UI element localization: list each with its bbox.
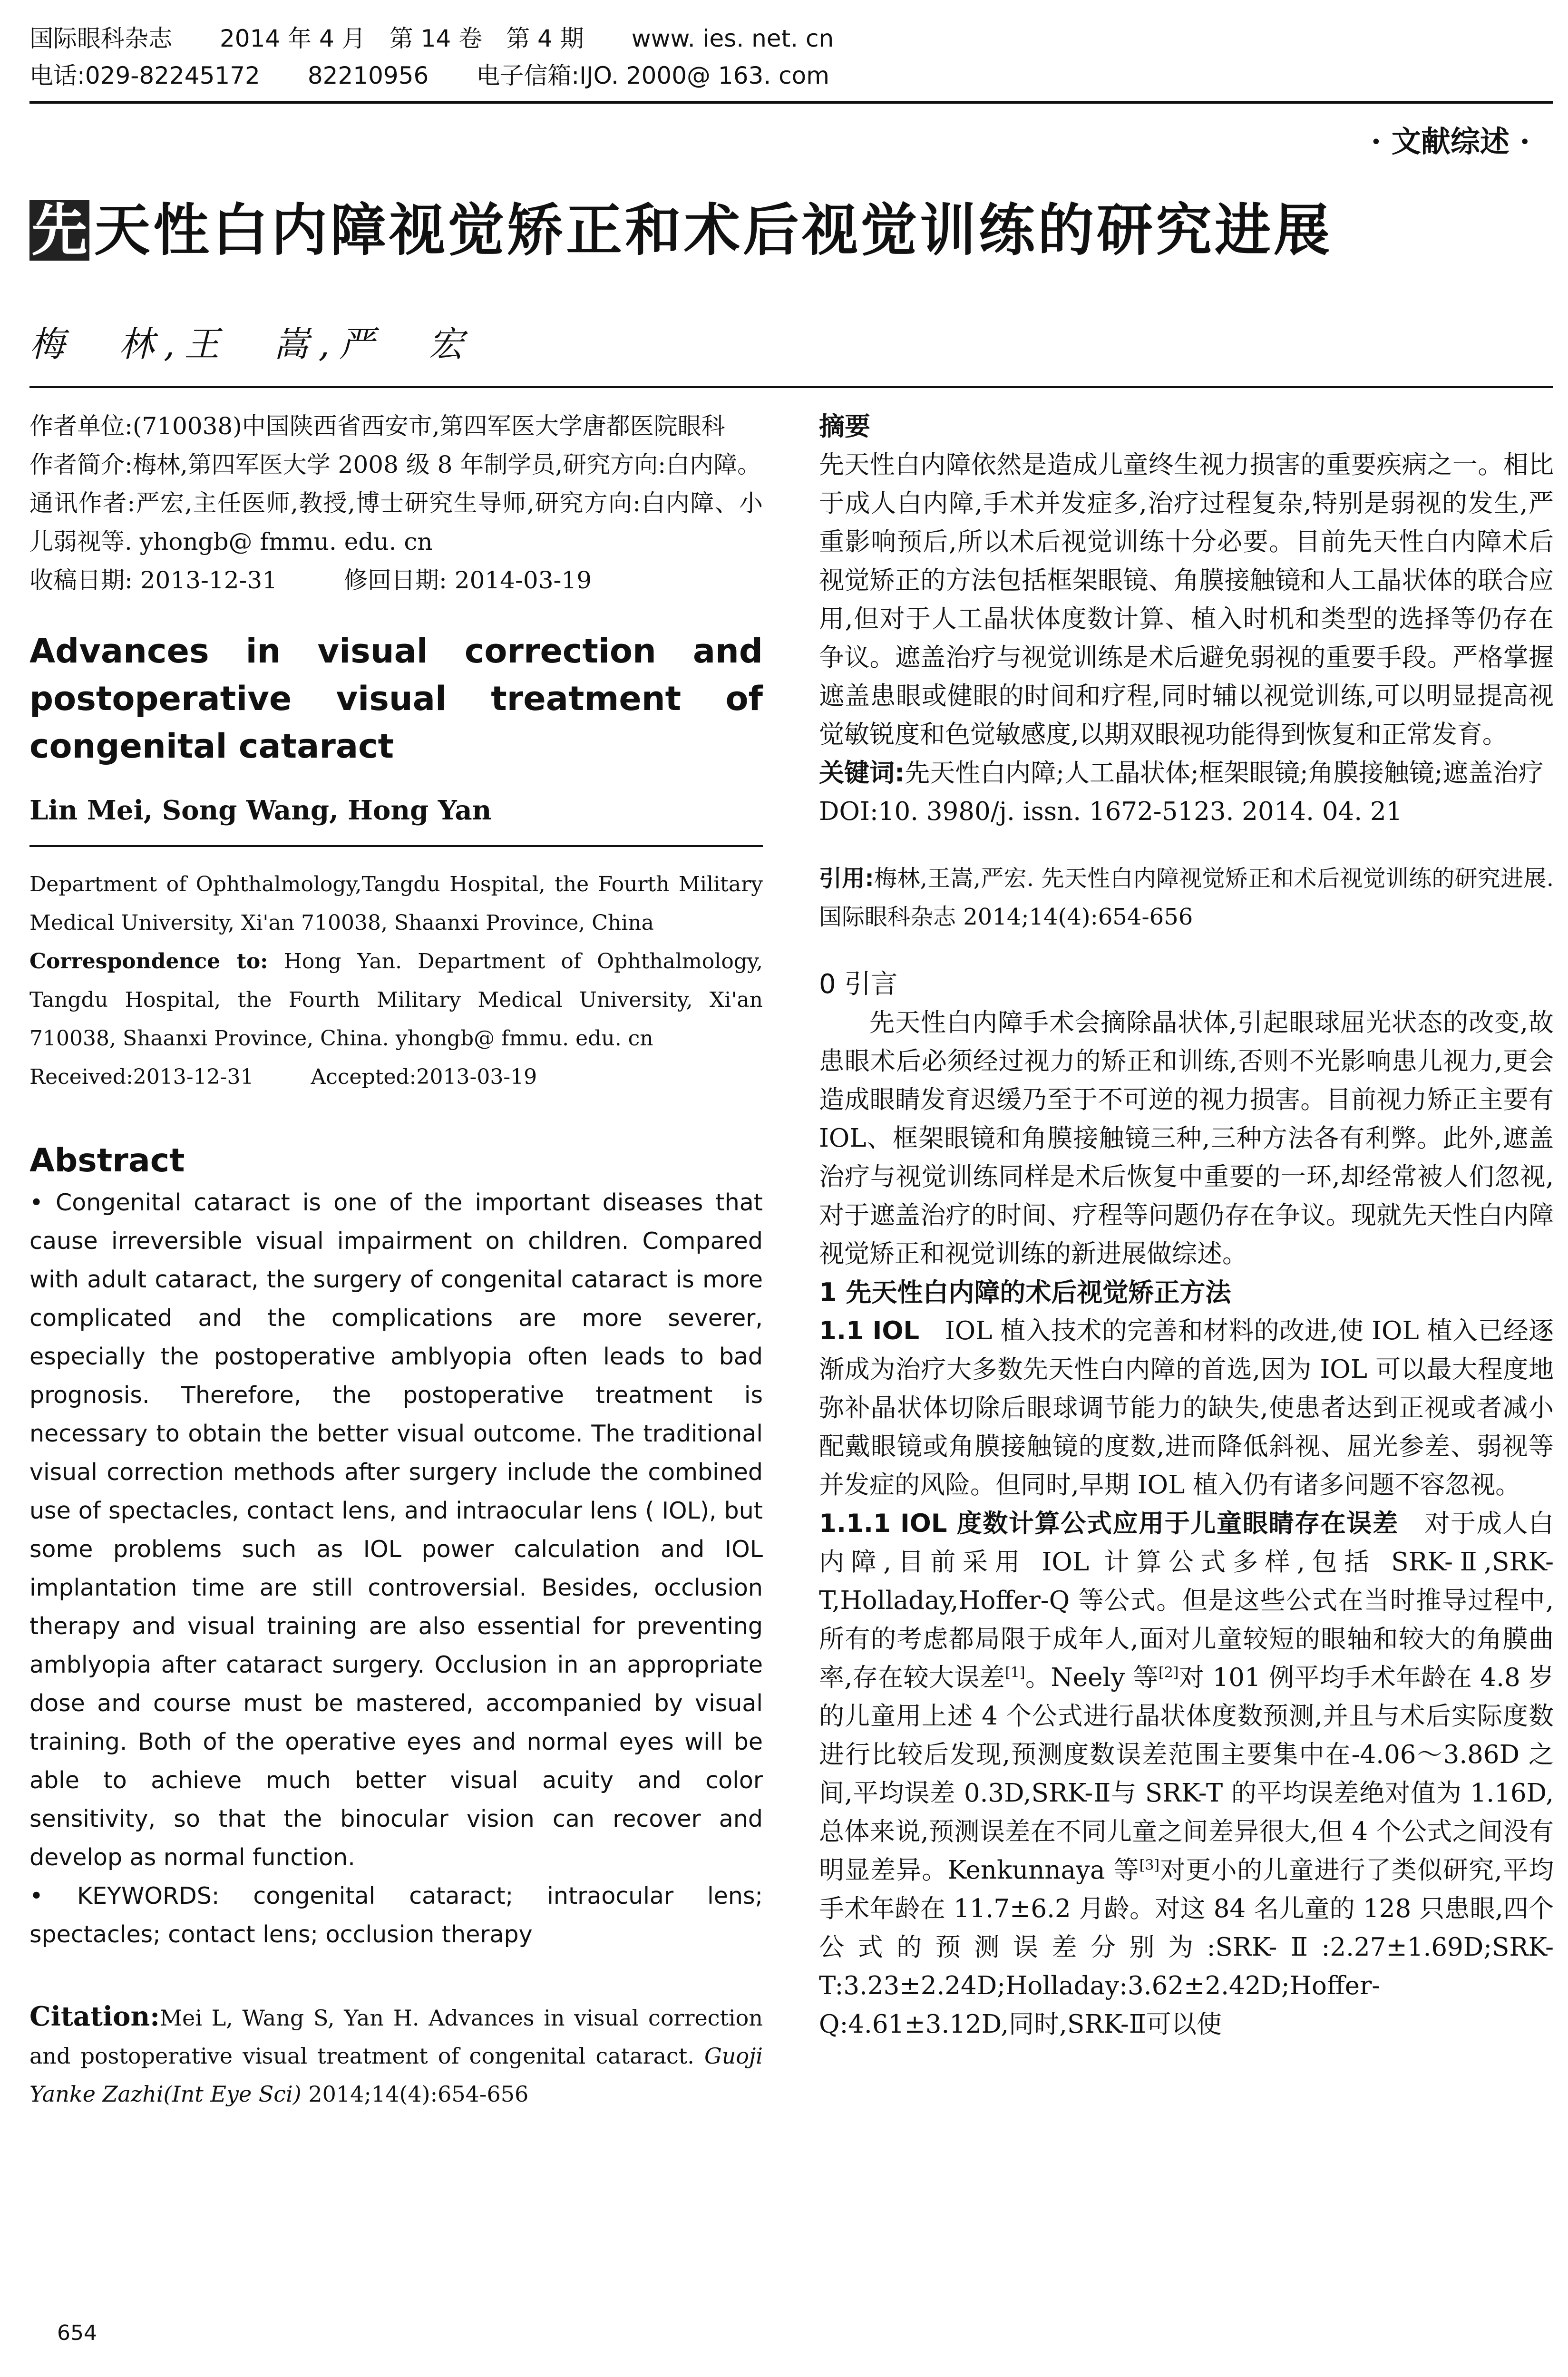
journal-website[interactable]: www. ies. net. cn: [631, 25, 834, 52]
section-1-1-1-text-d: 对更小的儿童进行了类似研究,平均手术年龄在 11.7±6.2 月龄。对这 84 名儿童的 128 只患眼,四个公式的预测误差分别为:SRK-Ⅱ:2.27±1.69D;SRK-T:3.23±2.24D;Holladay:3.62±2.42D;Hoffer-Q:4.61±3.12D,同时,SRK-Ⅱ可以使: [819, 1856, 1554, 2039]
citation-cn-text: 梅林,王嵩,严宏. 先天性白内障视觉矫正和术后视觉训练的研究进展. 国际眼科杂志 2014;14(4):654-656: [819, 865, 1554, 930]
keywords-cn: [819, 754, 1554, 792]
page-number: 654: [57, 2321, 97, 2345]
journal-phone-2: 82210956: [307, 62, 429, 89]
left-column: [29, 407, 763, 2113]
english-authors: Lin Mei, Song Wang, Hong Yan: [29, 795, 492, 826]
dates-cn: [29, 561, 763, 600]
section-1-1-1-label: 1.1.1 IOL 度数计算公式应用于儿童眼睛存在误差: [819, 1509, 1399, 1538]
section-1-1-text: IOL 植入技术的完善和材料的改进,使 IOL 植入已经逐渐成为治疗大多数先天性白内障的首选,因为 IOL 可以最大程度地弥补晶状体切除后眼球调节能力的缺失,使患者达到正视或者减小配戴眼镜或角膜接触镜的度数,进而降低斜视、屈光参差、弱视等并发症的风险。但同时,早期 IOL 植入仍有诸多问题不容忽视。: [819, 1316, 1554, 1500]
correspondence-text: Hong Yan. Department of Ophthalmology, Tangdu Hospital, the Fourth Military Medical University, Xi'an 710038, Shaanxi Province, China. yhongb@ fmmu. edu. cn: [29, 949, 763, 1051]
journal-name: 国际眼科杂志: [29, 25, 172, 52]
abstract-text: • Congenital cataract is one of the important diseases that cause irreversible visual impairment on children. Compared with adult cataract, the surgery of congenital cataract is more complicated and the complications are more severer, especially the postoperative amblyopia often leads to bad prognosis. Therefore, the postoperative treatment is necessary to obtain the better visual outcome. The traditional visual correction methods after surgery include the combined use of spectacles, contact lens, and intraocular lens ( IOL), but some problems such as IOL power calculation and IOL implantation time are still controversial. Besides, occlusion therapy and visual training are also essential for preventing amblyopia after cataract surgery. Occlusion in an appropriate dose and course must be mastered, accompanied by visual training. Both of the operative eyes and normal eyes will be able to achieve much better visual acuity and color sensitivity, so that the binocular vision can recover and develop as normal function.: [29, 1189, 763, 1871]
header-divider: [29, 101, 1553, 104]
section-label: · 文献综述 ·: [1371, 124, 1530, 159]
section-1-1-1-text-b: 。Neely 等: [1025, 1663, 1159, 1692]
citation-tail: 2014;14(4):654-656: [308, 2081, 529, 2107]
section-1-1-paragraph: [819, 1312, 1554, 1504]
citation-cn: [819, 859, 1554, 936]
abstract-cn-body: 先天性白内障依然是造成儿童终生视力损害的重要疾病之一。相比于成人白内障,手术并发症多,治疗过程复杂,特别是弱视的发生,严重影响预后,所以术后视觉训练十分必要。目前先天性白内障术后视觉矫正的方法包括框架眼镜、角膜接触镜和人工晶状体的联合应用,但对于人工晶状体度数计算、植入时机和类型的选择等仍存在争议。遮盖治疗与视觉训练是术后避免弱视的重要手段。严格掌握遮盖患眼或健眼的时间和疗程,同时辅以视觉训练,可以明显提高视觉敏锐度和色觉敏感度,以期双眼视功能得到恢复和正常发育。: [819, 450, 1554, 749]
citation-text: Mei L, Wang S, Yan H. Advances in visual correction and postoperative visual treatment of congenital cataract.: [29, 2005, 763, 2069]
english-keywords: • KEYWORDS: congenital cataract; intraocular lens; spectacles; contact lens; occlusion therapy: [29, 1882, 763, 1948]
citation-label: Citation:: [29, 2001, 160, 2032]
section-1-1-1-text-c: 对 101 例平均手术年龄在 4.8 岁的儿童用上述 4 个公式进行晶状体度数预测,并且与术后实际度数进行比较后发现,预测度数误差范围主要集中在-4.06～3.86D 之间,平均误差 0.3D,SRK-Ⅱ与 SRK-T 的平均误差绝对值为 1.16D,总体来说,预测误差在不同儿童之间差异很大,但 4 个公式之间没有明显差异。Kenkunnaya 等: [819, 1663, 1554, 1885]
intro-paragraph: 先天性白内障手术会摘除晶状体,引起眼球屈光状态的改变,故患眼术后必须经过视力的矫正和训练,否则不光影响患儿视力,更会造成眼睛发育迟缓乃至于不可逆的视力损害。目前视力矫正主要有 IOL、框架眼镜和角膜接触镜三种,三种方法各有利弊。此外,遮盖治疗与视觉训练同样是术后恢复中重要的一环,却经常被人们忽视,对于遮盖治疗的时间、疗程等问题仍存在争议。现就先天性白内障视觉矫正和视觉训练的新进展做综述。: [819, 1008, 1554, 1268]
ref-3[interactable]: [3]: [1139, 1857, 1160, 1874]
received-date-en: Received:2013-12-31: [29, 1065, 254, 1089]
corresponding-author: 通讯作者:严宏,主任医师,教授,博士研究生导师,研究方向:白内障、小儿弱视等. yhongb@ fmmu. edu. cn: [29, 489, 763, 555]
keywords-cn-label: 关键词:: [819, 759, 905, 788]
authors-cn: 梅 林,王 嵩,严 宏: [29, 324, 474, 365]
citation-cn-label: 引用:: [819, 865, 874, 892]
section-1-1-1-paragraph: [819, 1504, 1554, 2044]
keywords-cn-text: 先天性白内障;人工晶状体;框架眼镜;角膜接触镜;遮盖治疗: [905, 759, 1544, 788]
intro-heading: 0 引言: [819, 969, 898, 1000]
accepted-date-en: Accepted:2013-03-19: [311, 1065, 537, 1089]
english-correspondence: [29, 942, 763, 1058]
author-bio: 作者简介:梅林,第四军医大学 2008 级 8 年制学员,研究方向:白内障。: [29, 451, 761, 478]
title-first-char: 先: [29, 200, 89, 261]
correspondence-label: Correspondence to:: [29, 949, 268, 974]
ref-1[interactable]: [1]: [1005, 1664, 1025, 1681]
received-date-cn: 收稿日期: 2013-12-31: [29, 566, 278, 594]
section-1-1-label: 1.1 IOL: [819, 1316, 920, 1345]
abstract-heading: Abstract: [29, 1142, 185, 1179]
citation-journal: Guoji Yanke Zazhi(Int Eye Sci): [29, 2043, 763, 2107]
english-abstract: [29, 1183, 763, 1954]
section-1-1-1-text-a: 对于成人白内障,目前采用 IOL 计算公式多样,包括 SRK-Ⅱ,SRK-T,Holladay,Hoffer-Q 等公式。但是这些公式在当时推导过程中,所有的考虑都局限于成年人,面对儿童较短的眼轴和较大的角膜曲率,存在较大误差: [819, 1509, 1554, 1692]
title-text: 天性白内障视觉矫正和术后视觉训练的研究进展: [94, 197, 1333, 263]
section-1-heading: 1 先天性白内障的术后视觉矫正方法: [819, 1277, 1231, 1307]
doi[interactable]: DOI:10. 3980/j. issn. 1672-5123. 2014. 04. 21: [819, 797, 1402, 826]
english-citation: [29, 1997, 763, 2113]
english-affiliation: Department of Ophthalmology,Tangdu Hospital, the Fourth Military Medical University, Xi'an 710038, Shaanxi Province, China: [29, 872, 763, 935]
journal-header: [29, 20, 1553, 94]
journal-email[interactable]: 电子信箱:IJO. 2000@ 163. com: [476, 62, 829, 89]
english-affiliation-block: [29, 865, 763, 1096]
abstract-cn-heading: 摘要: [819, 411, 870, 441]
english-dates: [29, 1058, 763, 1096]
title-divider: [29, 386, 1553, 388]
right-column: [819, 407, 1554, 2044]
revised-date-cn: 修回日期: 2014-03-19: [344, 566, 592, 594]
ref-2[interactable]: [2]: [1159, 1664, 1179, 1681]
journal-phone: 电话:029-82245172: [29, 62, 260, 89]
english-title: Advances in visual correction and postoperative visual treatment of congenital cataract: [29, 632, 763, 766]
english-divider: [29, 845, 763, 847]
author-unit: 作者单位:(710038)中国陕西省西安市,第四军医大学唐都医院眼科: [29, 412, 725, 440]
issue-info: 2014 年 4 月 第 14 卷 第 4 期: [220, 25, 584, 52]
article-title: [29, 197, 1333, 263]
author-info: [29, 407, 763, 600]
